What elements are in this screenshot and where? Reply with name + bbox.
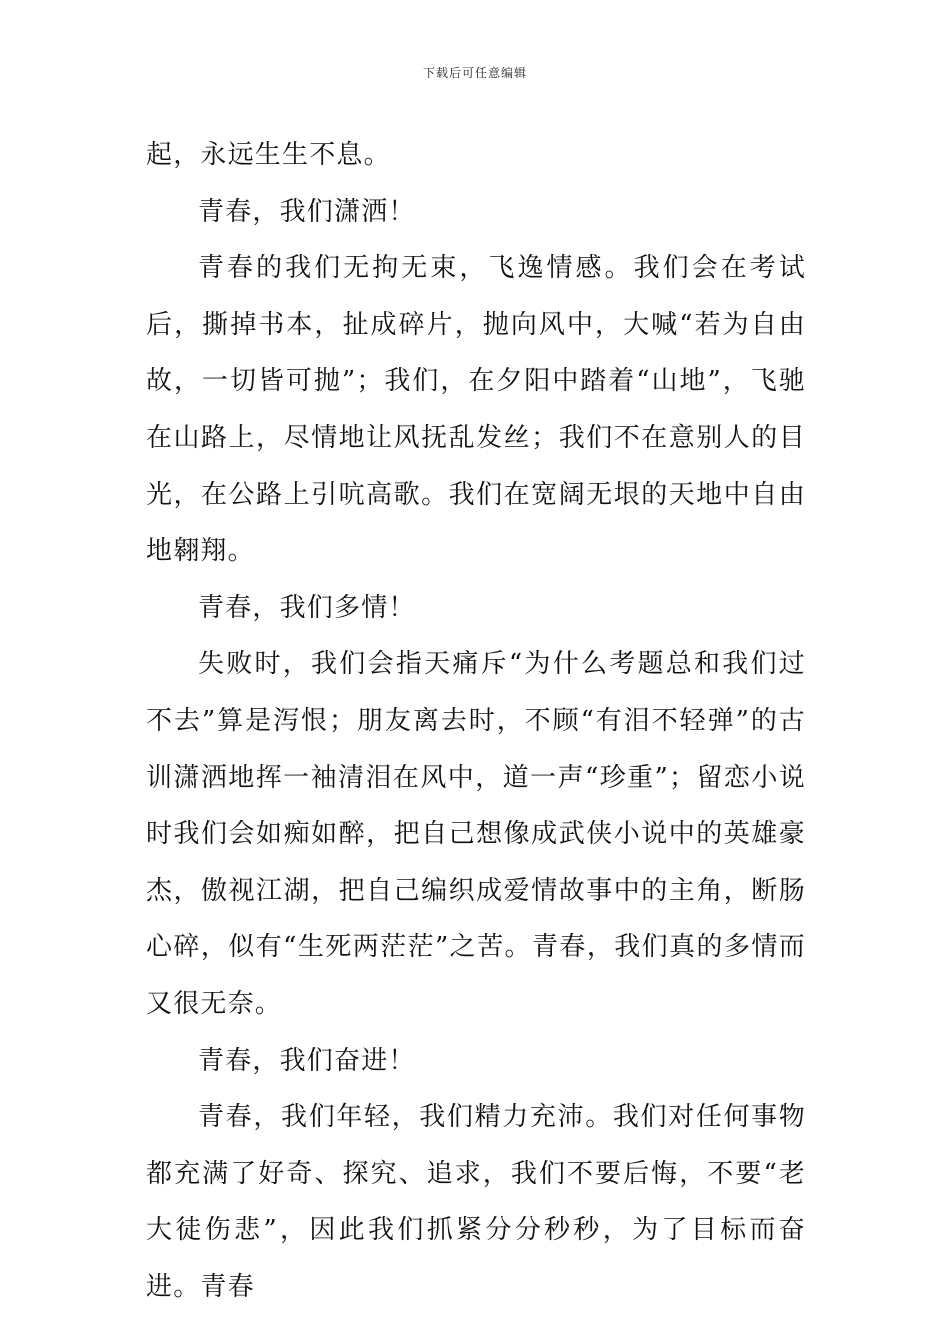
paragraph-sentimental: 失败时，我们会指天痛斥“为什么考题总和我们过不去”算是泻恨；朋友离去时，不顾“有泪不轻弹”的古训潇洒地挥一袖清泪在风中，道一声“珍重”；留恋小说时我们会如痴如醉，把自己想像成武侠小说中的英雄豪杰，傲视江湖，把自己编织成爱情故事中的主角，断肠心碎，似有“生死两茫茫”之苦。青春，我们真的多情而又很无奈。: [146, 649, 806, 1019]
paragraph-carefree: 青春的我们无拘无束，飞逸情感。我们会在考试后，撕掉书本，扯成碎片，抛向风中，大喊“若为自由故，一切皆可抛”；我们，在夕阳中踏着“山地”，飞驰在山路上，尽情地让风抚乱发丝；我们不在意别人的目光，在公路上引吭高歌。我们在宽阔无垠的天地中自由地翱翔。: [146, 253, 806, 567]
document-body: [146, 127, 806, 1315]
paragraph-continuation: 起，永远生生不息。: [146, 140, 391, 170]
page-header: 下载后可任意编辑: [422, 66, 527, 80]
section-heading-sentimental: 青春，我们多情！: [198, 592, 416, 623]
paragraph-striving: 青春，我们年轻，我们精力充沛。我们对任何事物都充满了好奇、探究、追求，我们不要后悔，不要“老大徒伤悲”，因此我们抓紧分分秒秒，为了目标而奋进。青春: [146, 1102, 806, 1302]
section-heading-striving: 青春，我们奋进！: [198, 1045, 416, 1076]
section-heading-carefree: 青春，我们潇洒！: [198, 196, 416, 227]
